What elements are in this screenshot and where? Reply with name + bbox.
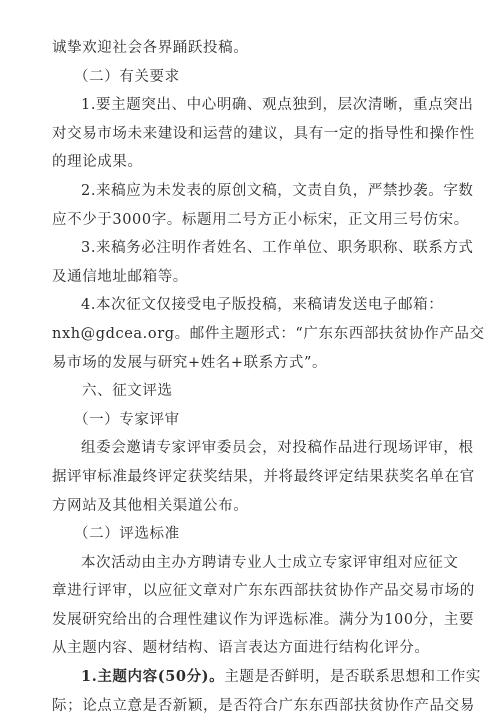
theme-content-line-2: 际；论点立意是否新颖，是否符合广东东西部扶贫协作产品交易 bbox=[52, 697, 475, 714]
requirement-3-line-1: 3.来稿务必注明作者姓名、工作单位、职务职称、联系方式 bbox=[81, 240, 474, 257]
theme-content-text: 主题是否鲜明，是否联系思想和工作实 bbox=[224, 669, 481, 686]
section-six-heading: 六、征文评选 bbox=[82, 383, 173, 400]
requirement-4-line-3: 易市场的发展与研究+姓名+联系方式”。 bbox=[52, 354, 328, 371]
requirement-2-line-2: 应不少于3000字。标题用二号方正小标宋，正文用三号仿宋。 bbox=[52, 211, 469, 228]
criteria-line-4: 从主题内容、题材结构、语言表达方面进行结构化评分。 bbox=[52, 640, 430, 657]
heading-selection-criteria: （二）评选标准 bbox=[74, 526, 180, 543]
expert-review-line-3: 方网站及其他相关渠道公布。 bbox=[52, 497, 249, 514]
intro-closing-line: 诚挚欢迎社会各界踊跃投稿。 bbox=[52, 40, 249, 56]
criteria-line-2: 章进行评审，以应征文章对广东东西部扶贫协作产品交易市场的 bbox=[52, 583, 475, 600]
requirement-2-line-1: 2.来稿应为未发表的原创文稿，文责自负，严禁抄袭。字数 bbox=[81, 182, 474, 199]
requirement-4-line-1: 4.本次征文仅接受电子版投稿，来稿请发送电子邮箱： bbox=[81, 297, 444, 314]
requirement-1-line-2: 对交易市场未来建设和运营的建议，具有一定的指导性和操作性 bbox=[52, 125, 475, 142]
expert-review-line-1: 组委会邀请专家评审委员会，对投稿作品进行现场评审，根 bbox=[81, 440, 474, 457]
requirement-3-line-2: 及通信地址邮箱等。 bbox=[52, 268, 188, 285]
theme-content-line-1 bbox=[52, 663, 481, 692]
expert-review-line-2: 据评审标准最终评定获奖结果，并将最终评定结果获奖名单在官 bbox=[52, 468, 475, 485]
heading-expert-review: （一）专家评审 bbox=[74, 411, 180, 428]
criteria-line-1: 本次活动由主办方聘请专业人士成立专家评审组对应征文 bbox=[81, 554, 459, 571]
requirement-1-line-3: 的理论成果。 bbox=[52, 154, 143, 171]
criteria-line-3: 发展研究给出的合理性建议作为评选标准。满分为100分，主要 bbox=[52, 611, 475, 628]
theme-content-label: 1.主题内容(50分)。 bbox=[81, 668, 225, 686]
heading-requirements: （二）有关要求 bbox=[74, 68, 180, 85]
requirement-1-line-1: 1.要主题突出、中心明确、观点独到，层次清晰，重点突出 bbox=[81, 97, 474, 114]
requirement-4-line-2: nxh@gdcea.org。邮件主题形式：“广东东西部扶贫协作产品交 bbox=[52, 325, 485, 342]
